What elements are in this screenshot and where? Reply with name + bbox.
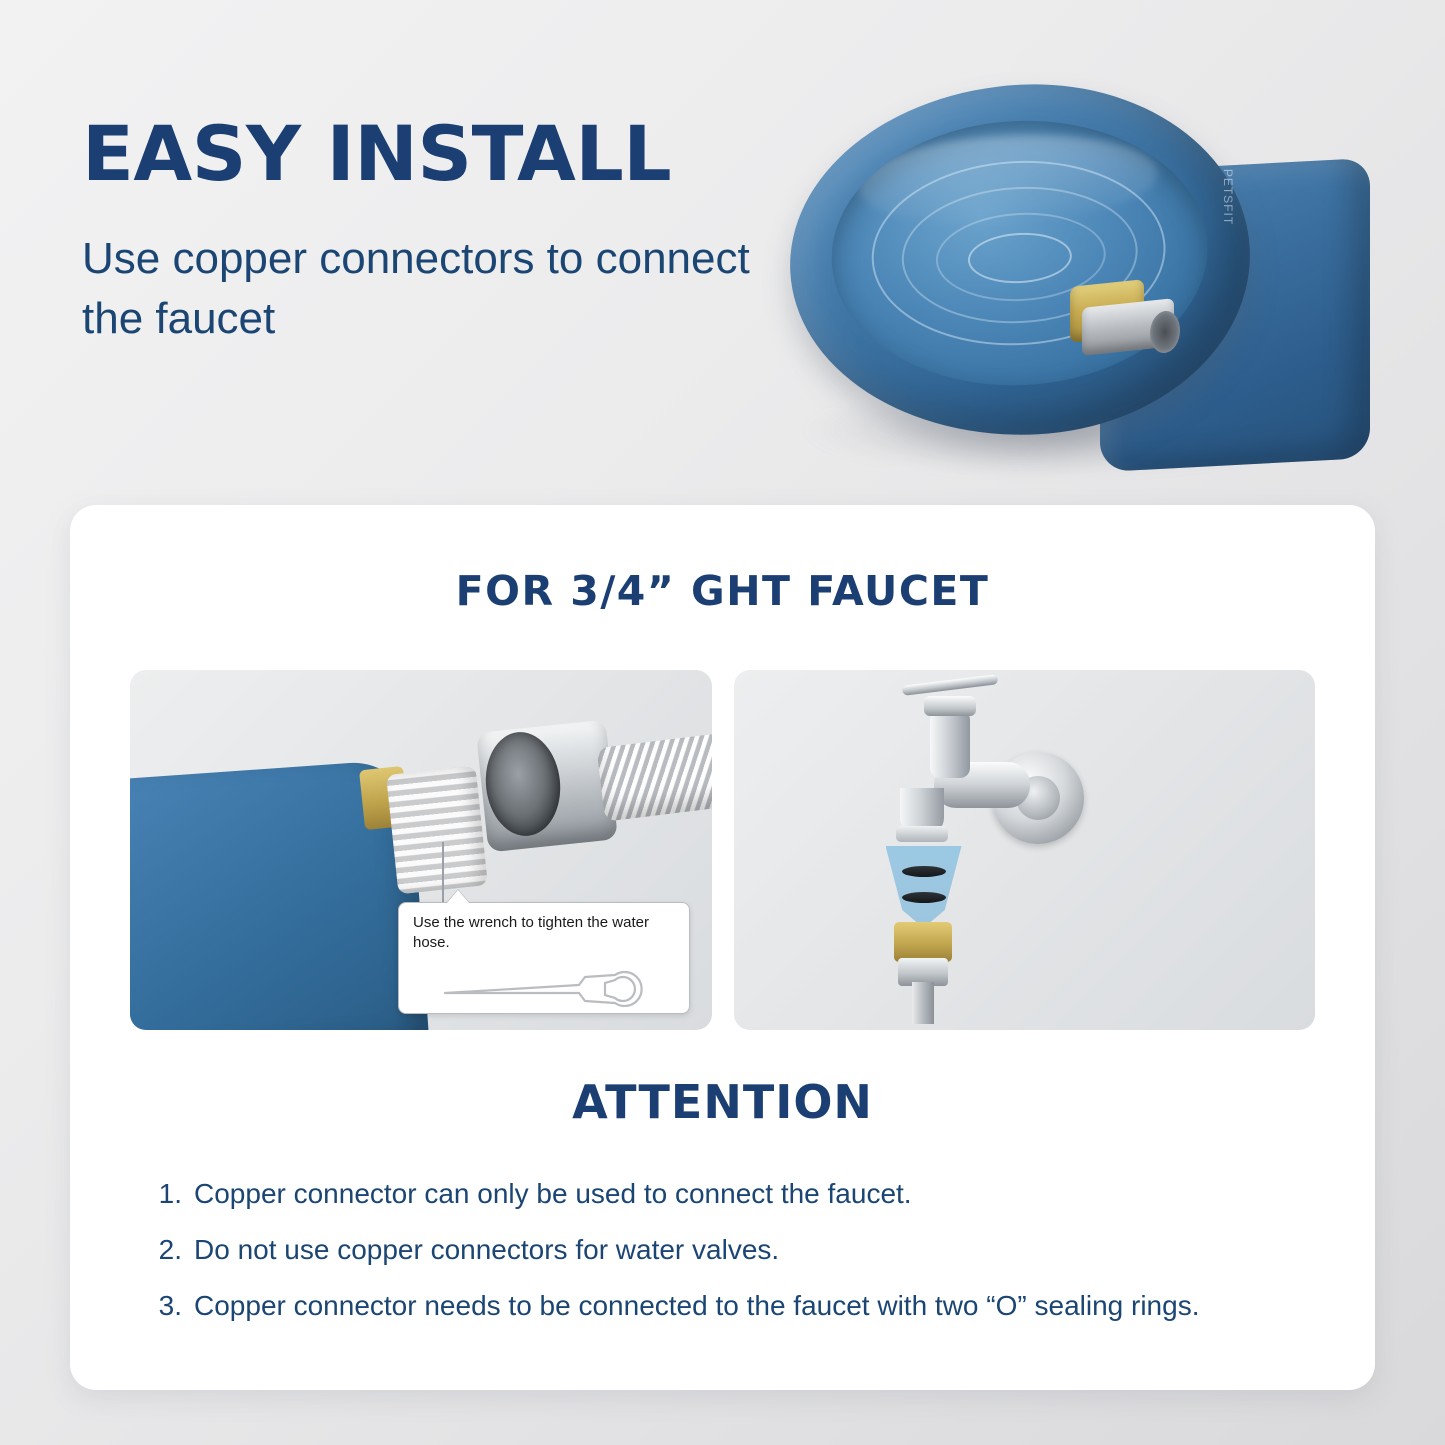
panel-hose-connection (130, 670, 712, 1030)
list-item-number: 2. (158, 1234, 182, 1265)
faucet-spout-tip (896, 826, 948, 842)
brand-logo: PETSFIT (1221, 168, 1236, 226)
threaded-inlet (386, 766, 488, 895)
callout-leader-line (442, 842, 444, 902)
product-bowl-water (825, 111, 1214, 394)
braided-hose (596, 720, 711, 821)
photo-panels (130, 670, 1315, 1030)
headline-block (82, 109, 762, 349)
assembly-direction-arrow (886, 846, 962, 928)
faucet-handle (901, 674, 998, 696)
page-subtitle: Use copper connectors to connect the faucet (82, 233, 750, 343)
card-title: FOR 3/4” GHT FAUCET (455, 567, 990, 615)
list-item (148, 1229, 1308, 1271)
faucet-neck (930, 710, 970, 778)
list-item-text: Copper connector needs to be connected to the faucet with two “O” sealing rings. (194, 1290, 1200, 1321)
wrench-icon (439, 971, 649, 1007)
o-ring (902, 892, 946, 903)
list-item-number: 1. (158, 1178, 182, 1209)
callout-text: Use the wrench to tighten the water hose. (413, 914, 649, 952)
callout-tail (447, 890, 469, 903)
list-item (148, 1173, 1308, 1215)
callout-box (398, 902, 690, 1014)
list-item (148, 1285, 1308, 1327)
instruction-card (70, 505, 1375, 1390)
attention-notes (148, 1173, 1308, 1341)
o-ring (902, 866, 946, 877)
list-item-text: Copper connector can only be used to connect the faucet. (194, 1178, 912, 1209)
copper-connector (894, 922, 952, 962)
attention-title: ATTENTION (572, 1075, 873, 1129)
panel-faucet-assembly (734, 670, 1316, 1030)
list-item-number: 3. (158, 1290, 182, 1321)
steel-stem (912, 982, 934, 1024)
product-photo (770, 55, 1370, 505)
list-item-text: Do not use copper connectors for water valves. (194, 1234, 780, 1265)
faucet-cap (924, 696, 976, 716)
page-title: EASY INSTALL (82, 109, 672, 198)
